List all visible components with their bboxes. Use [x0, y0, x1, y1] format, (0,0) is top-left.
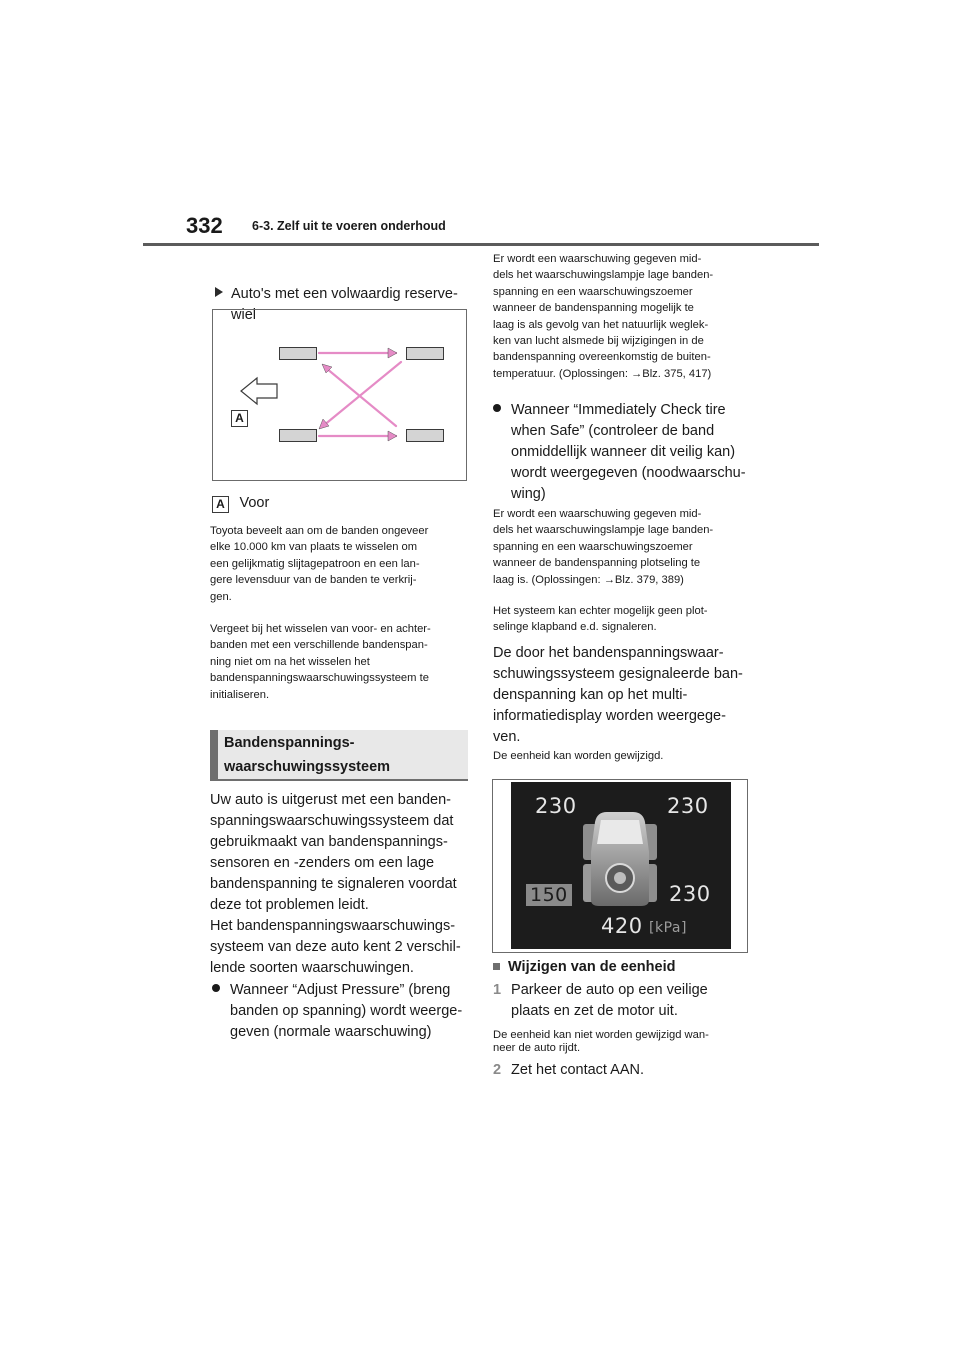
- arrow-rear-right-to-front-left: [326, 368, 396, 426]
- subhead-full-spare: Auto's met een volwaardig reserve- wiel: [215, 284, 475, 326]
- step-1: 1 Parkeer de auto op een veilige plaats en zet de motor uit.: [493, 982, 708, 1019]
- paragraph-display-info: De door het bandenspanningswaar- schuwingssysteem gesignaleerde ban- denspanning kan op het multi- informatiedisplay worden weergege- ven.: [493, 645, 743, 745]
- front-direction-arrow-icon: [241, 378, 277, 404]
- square-bullet-icon: [493, 963, 500, 970]
- arrow-front-right-to-rear-left: [323, 362, 401, 426]
- diagram-label-a: A: [231, 410, 248, 427]
- section-title: 6-3. Zelf uit te voeren onderhoud: [252, 219, 446, 233]
- paragraph-normal-warning: Er wordt een waarschuwing gegeven mid- dels het waarschuwingslampje lage banden- spanning en een waarschuwingszoemer wanneer de bandenspanning mogelijk te laag is als gevolg van het natuurlijk weglek- ken van lucht alsmede bij wijzigingen in de bandenspanning overeenkomstig de buiten- temperatuur. (Oplossingen: →Blz. 375, 417): [493, 253, 714, 380]
- tire-rotation-diagram: [212, 309, 467, 481]
- legend-a: [212, 493, 269, 514]
- note-unit-changeable: De eenheid kan worden gewijzigd.: [493, 750, 664, 762]
- legend-label-box: A: [212, 496, 229, 513]
- page-number: 332: [186, 213, 223, 238]
- bullet-dot-icon: [493, 404, 501, 412]
- header-rule: [143, 243, 819, 246]
- paragraph-two-warnings: Het bandenspanningswaarschuwings- systeem van deze auto kent 2 verschil- lende soorten waarschuwingen.: [210, 918, 461, 976]
- paragraph-blowout-note: Het systeem kan echter mogelijk geen plot- selinge klapband e.d. signaleren.: [493, 605, 708, 634]
- bullet-adjust-pressure: Wanneer “Adjust Pressure” (breng banden op spanning) wordt weerge- geven (normale waarschuwing): [212, 980, 477, 1043]
- rotation-arrows: [213, 310, 468, 482]
- legend-text: Voor: [239, 495, 270, 511]
- bullet-immediately-check: Wanneer “Immediately Check tire when Safe” (controleer de band onmiddellijk wanneer dit veilig kan) wordt weergegeven (noodwaarschu- wing): [493, 400, 758, 505]
- paragraph-emergency-warning: Er wordt een waarschuwing gegeven mid- dels het waarschuwingslampje lage banden- spanning en een waarschuwingszoemer wanneer de bandenspanning plotseling te laag is. (Oplossingen: →Blz. 379, 389): [493, 508, 714, 586]
- multi-info-display: [511, 782, 731, 949]
- step-2: 2 Zet het contact AAN.: [493, 1062, 645, 1078]
- subhead-change-unit: Wijzigen van de eenheid: [493, 957, 675, 978]
- paragraph-initialise-note: Vergeet bij het wisselen van voor- en achter- banden met een verschillende bandenspan- ning niet om na het wisselen het bandenspanningswaarschuwingssysteem te initialiseren.: [210, 623, 431, 701]
- section-heading-title: Bandenspannings- waarschuwingssysteem: [224, 735, 391, 775]
- triangle-bullet-icon: [215, 287, 223, 297]
- tire-pressure-spare: 420: [601, 914, 643, 938]
- tire-pressure-front-right: 230: [667, 794, 709, 818]
- note-unit-not-while-driving: De eenheid kan niet worden gewijzigd wan- neer de auto rijdt.: [493, 1029, 709, 1054]
- bullet-dot-icon: [212, 984, 220, 992]
- tire-pressure-front-left: 230: [535, 794, 577, 818]
- paragraph-rotation-advice: Toyota beveelt aan om de banden ongeveer elke 10.000 km van plaats te wisselen om een gelijkmatig slijtagepatroon en een lan- gere levensduur van de banden te verkrij- gen.: [210, 525, 429, 603]
- paragraph-system-intro: Uw auto is uitgerust met een banden- spanningswaarschuwingssysteem dat gebruikmaakt van bandenspannings- sensoren en -zenders om een lage bandenspanning te signaleren voordat deze tot problemen leidt.: [210, 792, 457, 913]
- section-heading-bar: [210, 730, 218, 780]
- section-heading-underline: [210, 779, 468, 781]
- tire-pressure-rear-left-warning: 150: [526, 884, 572, 906]
- pressure-unit: [kPa]: [649, 920, 687, 936]
- tire-pressure-rear-right: 230: [669, 882, 711, 906]
